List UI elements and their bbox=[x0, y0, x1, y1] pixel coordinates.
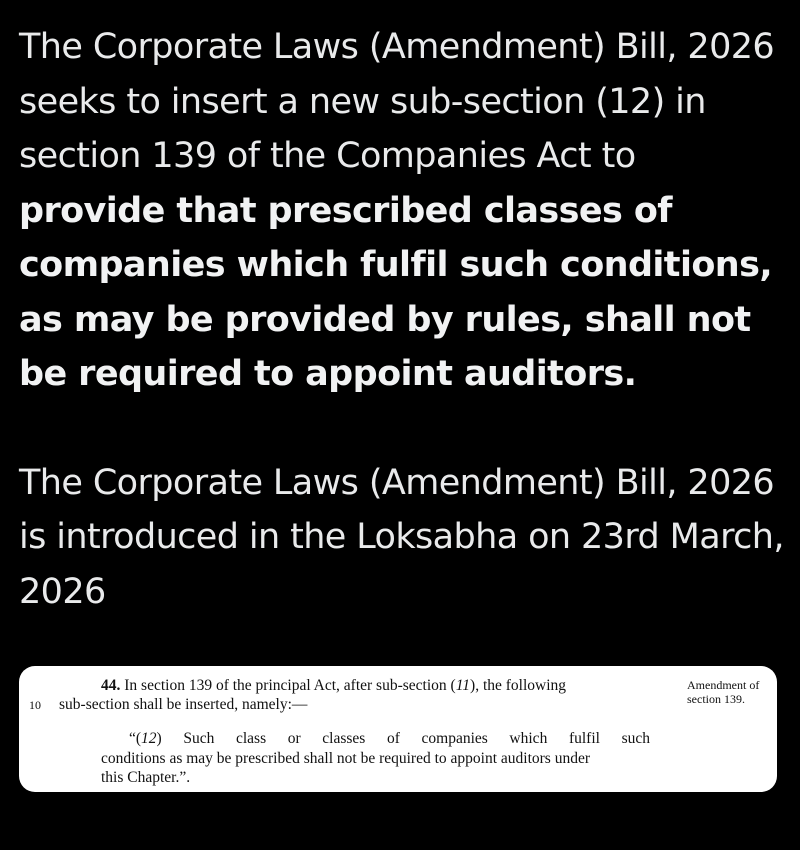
margin-note: Amendment of section 139. bbox=[687, 678, 760, 706]
quote-text-1: ) Such class or classes of companies which fulfil such bbox=[156, 730, 650, 747]
section-text-line-1 bbox=[101, 677, 566, 694]
quoted-subsection-line-2: conditions as may be prescribed shall not be required to appoint auditors under bbox=[101, 750, 590, 767]
post-paragraph-2: The Corporate Laws (Amendment) Bill, 2026 is introduced in the Loksabha on 23rd March, 2026 bbox=[19, 462, 784, 612]
line-number: 10 bbox=[29, 698, 41, 712]
section-text-1a: In section 139 of the principal Act, after sub-section ( bbox=[120, 677, 456, 694]
quoted-subsection-line-3: this Chapter.”. bbox=[101, 769, 191, 786]
post-paragraph-1-regular: The Corporate Laws (Amendment) Bill, 2026 seeks to insert a new sub-section (12) in section 139 of the Companies Act to bbox=[19, 27, 775, 176]
section-text-line-2: sub-section shall be inserted, namely:— bbox=[59, 696, 308, 713]
post-text bbox=[19, 20, 789, 619]
quoted-subsection-line-1 bbox=[129, 730, 650, 747]
post-paragraph-1-bold: provide that prescribed classes of companies which fulfil such conditions, as may be provided by rules, shall not be required to appoint auditors. bbox=[19, 190, 773, 394]
subsection-ref-11: 11 bbox=[455, 677, 471, 694]
post-paragraph-1 bbox=[19, 20, 789, 402]
quote-open: “( bbox=[129, 730, 142, 747]
section-text-1b: ), the following bbox=[470, 677, 567, 694]
section-number: 44. bbox=[101, 677, 121, 694]
subsection-ref-12: 12 bbox=[141, 730, 157, 747]
bill-excerpt-image bbox=[19, 666, 777, 792]
